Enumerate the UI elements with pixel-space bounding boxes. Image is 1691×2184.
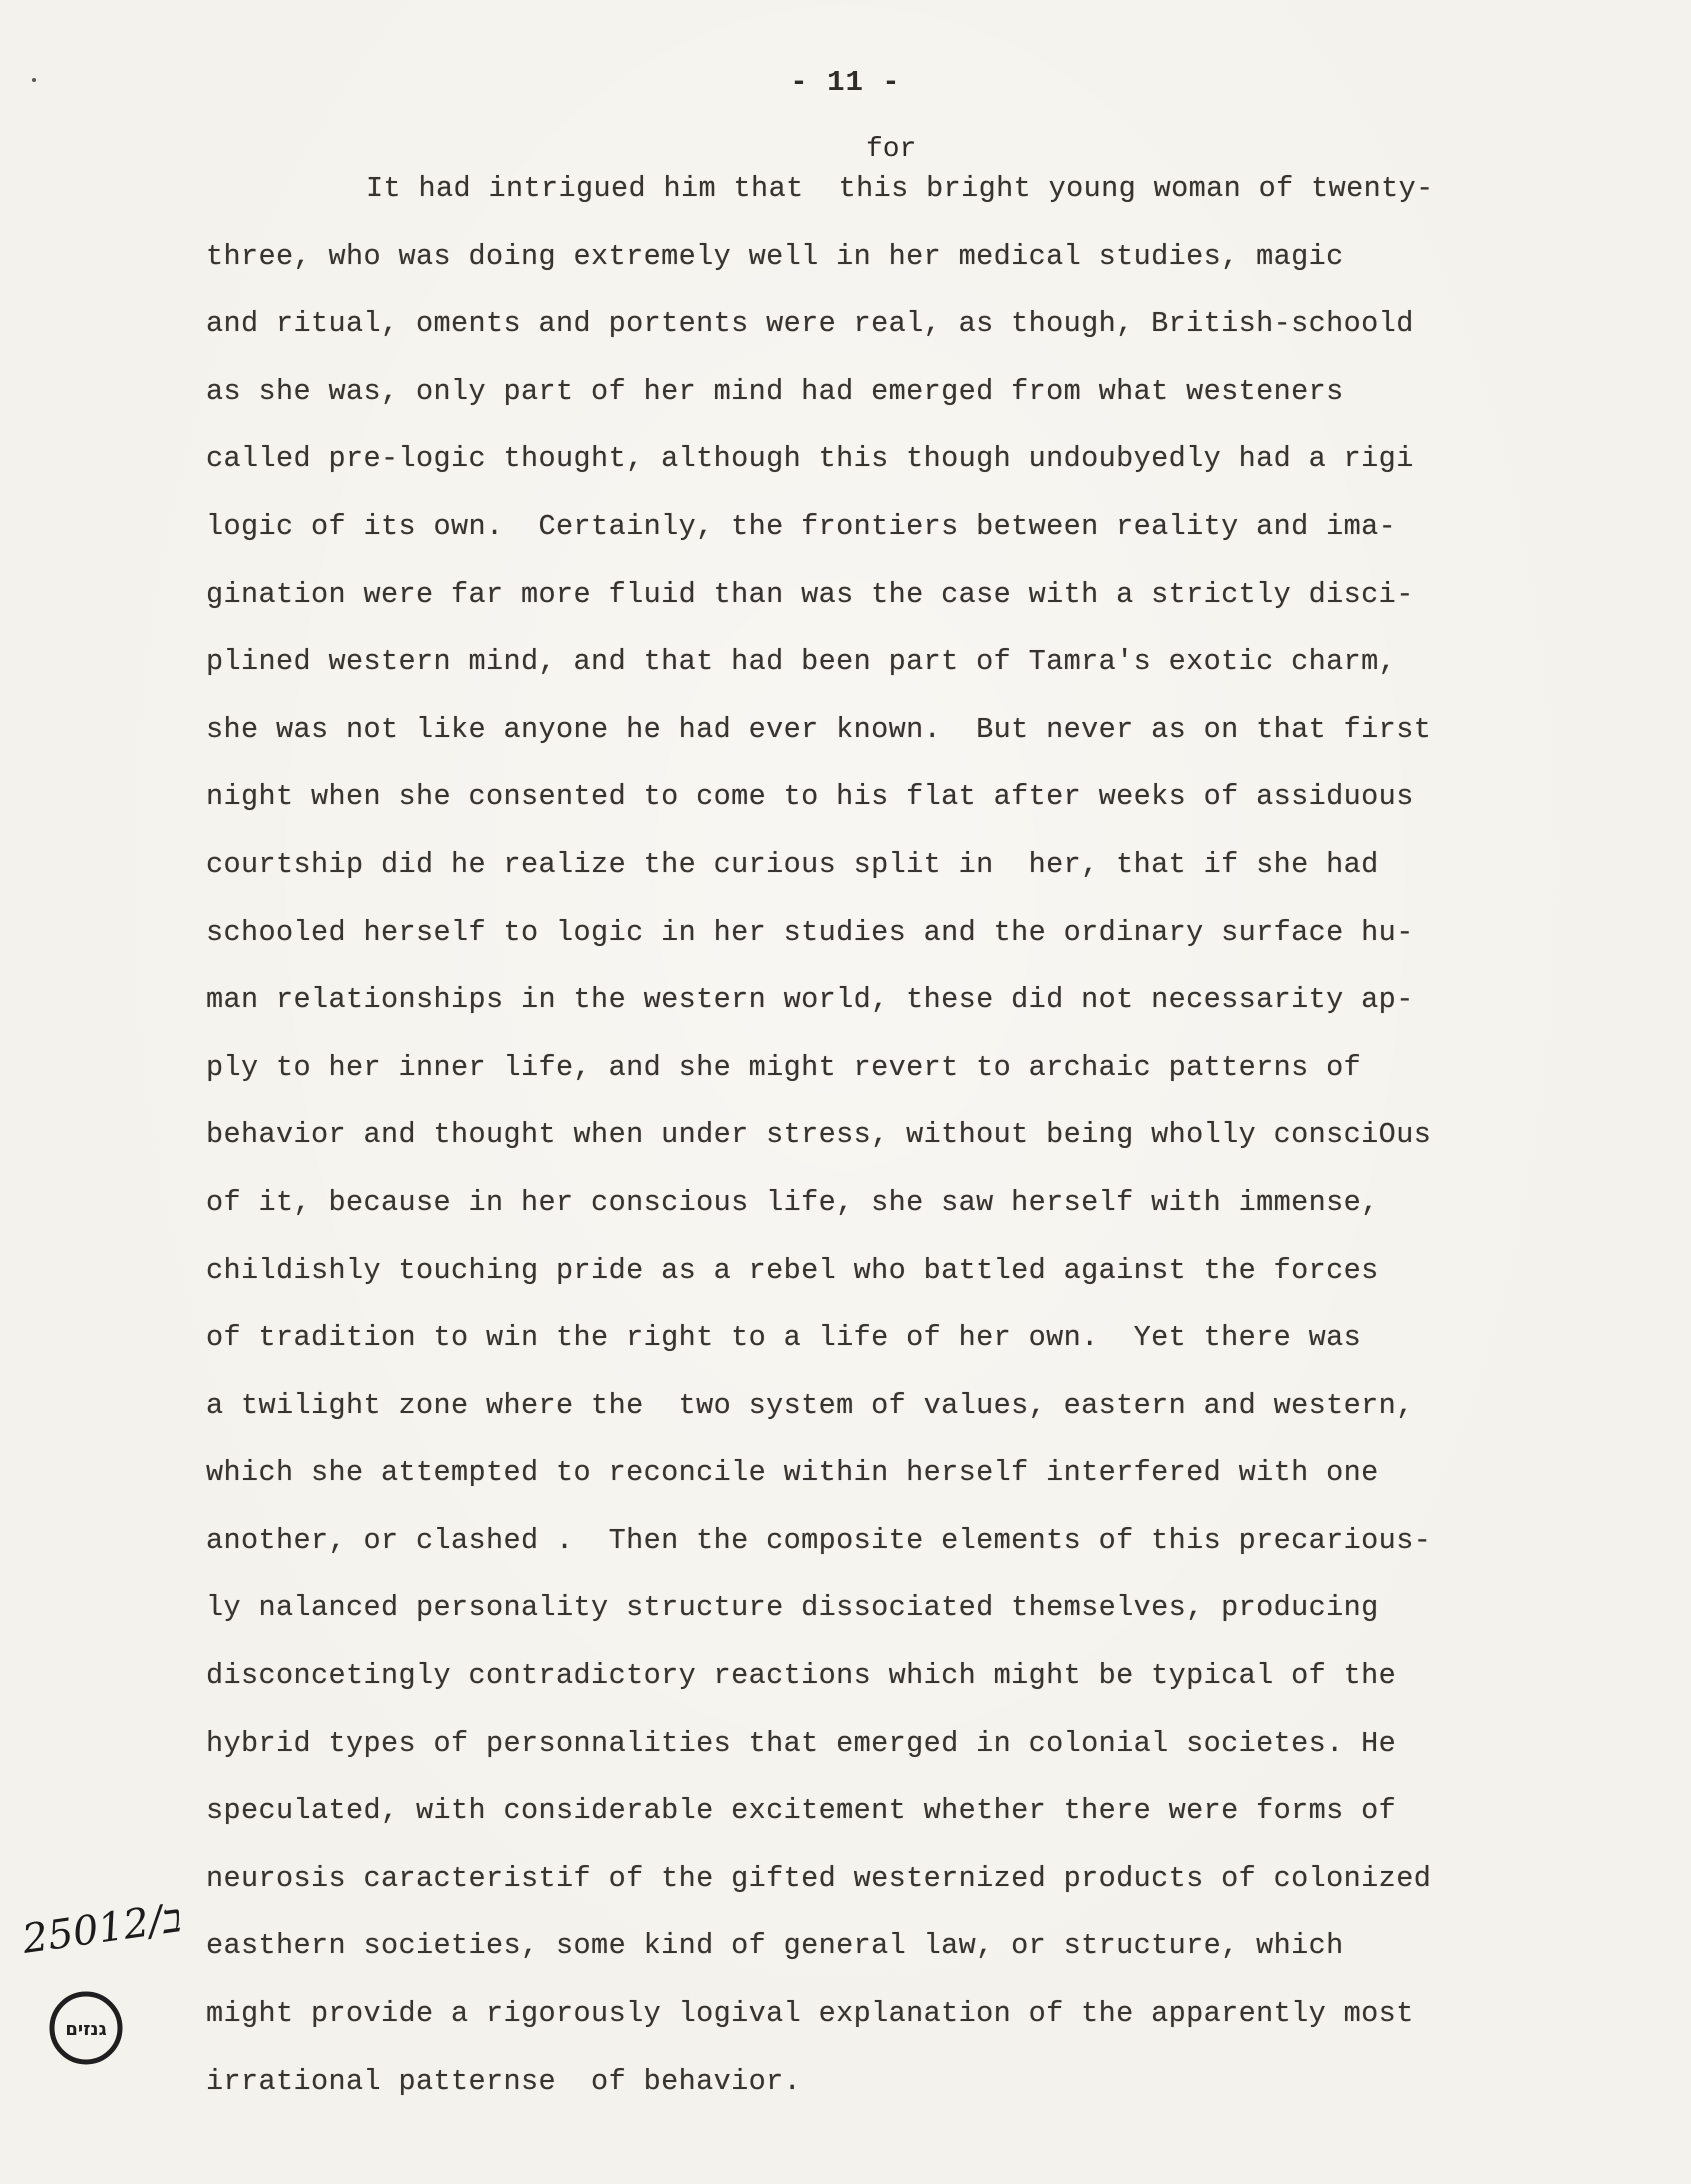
text-line: childishly touching pride as a rebel who battled against the forces	[206, 1253, 1379, 1287]
text-line: plined western mind, and that had been part of Tamra's exotic charm,	[206, 645, 1397, 679]
text-line: of it, because in her conscious life, she saw herself with immense,	[206, 1185, 1379, 1219]
text-line: easthern societies, some kind of general law, or structure, which	[206, 1929, 1344, 1963]
text-line: gination were far more fluid than was the case with a strictly disci-	[206, 577, 1414, 611]
text-line: of tradition to win the right to a life of her own. Yet there was	[206, 1321, 1362, 1355]
text-line: ly nalanced personality structure dissociated themselves, producing	[206, 1591, 1379, 1625]
text-line: as she was, only part of her mind had emerged from what westeners	[206, 374, 1344, 408]
text-line: night when she consented to come to his flat after weeks of assiduous	[206, 780, 1414, 814]
text-line: she was not like anyone he had ever known. But never as on that first	[206, 712, 1432, 746]
archive-stamp-text: גנזים	[65, 2019, 107, 2040]
archive-stamp	[46, 1988, 126, 2068]
text-line: disconcetingly contradictory reactions which might be typical of the	[206, 1659, 1397, 1693]
text-line: another, or clashed . Then the composite elements of this precarious-	[206, 1523, 1432, 1557]
body-text	[206, 164, 1626, 2124]
text-line: irrational patternse of behavior.	[206, 2064, 802, 2098]
text-line: logic of its own. Certainly, the frontiers between reality and ima-	[206, 509, 1397, 543]
text-line: three, who was doing extremely well in her medical studies, magic	[206, 239, 1344, 273]
text-line: and ritual, oments and portents were real, as though, British-schoold	[206, 307, 1414, 341]
text-line: called pre-logic thought, although this though undoubyedly had a rigi	[206, 442, 1414, 476]
handwritten-archive-number: 25012/ב	[19, 1895, 185, 1963]
text-line: courtship did he realize the curious split in her, that if she had	[206, 847, 1379, 881]
text-line: might provide a rigorously logival explanation of the apparently most	[206, 1997, 1414, 2031]
text-line: speculated, with considerable excitement whether there were forms of	[206, 1794, 1397, 1828]
text-line: hybrid types of personnalities that emerged in colonial societes. He	[206, 1726, 1397, 1760]
text-line: a twilight zone where the two system of values, eastern and western,	[206, 1388, 1414, 1422]
text-line: neurosis caracteristif of the gifted westernized products of colonized	[206, 1861, 1432, 1895]
text-line: behavior and thought when under stress, without being wholly consciOus	[206, 1118, 1432, 1152]
page-number: - 11 -	[790, 66, 901, 99]
text-line: man relationships in the western world, these did not necessarity ap-	[206, 983, 1414, 1017]
handwritten-insertion: for	[866, 134, 917, 165]
text-line: which she attempted to reconcile within herself interfered with one	[206, 1456, 1379, 1490]
text-line: schooled herself to logic in her studies and the ordinary surface hu-	[206, 915, 1414, 949]
text-line: It had intrigued him that this bright young woman of twenty-	[366, 172, 1434, 205]
text-line: ply to her inner life, and she might revert to archaic patterns of	[206, 1050, 1362, 1084]
